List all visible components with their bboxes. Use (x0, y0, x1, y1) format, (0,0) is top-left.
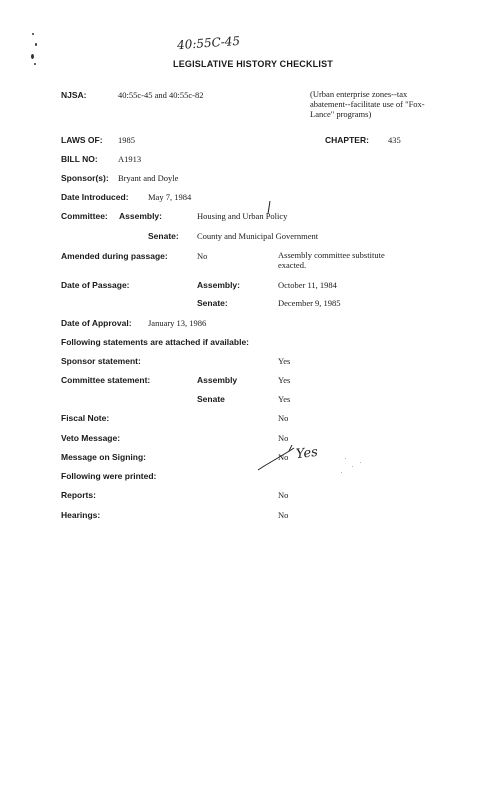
amended-note: Assembly committee substitute exacted. (278, 250, 385, 270)
approval-label: Date of Approval: (61, 318, 132, 328)
njsa-value: 40:55c-45 and 40:55c-82 (118, 90, 204, 100)
passage-assembly-value: October 11, 1984 (278, 280, 337, 290)
sponsor-statement-label: Sponsor statement: (61, 356, 141, 366)
message-signing-label: Message on Signing: (61, 452, 147, 462)
following-printed-heading: Following were printed: (61, 471, 157, 481)
hearings-label: Hearings: (61, 510, 101, 520)
committee-assembly-label: Assembly: (119, 211, 162, 221)
njsa-note: (Urban enterprise zones--tax abatement--facilitate use of "Fox-Lance" programs) (310, 89, 425, 119)
scan-speck (35, 43, 37, 46)
laws-of-label: LAWS OF: (61, 135, 103, 145)
scan-speck (341, 472, 342, 473)
message-signing-value: No (278, 452, 289, 462)
bill-no-value: A1913 (118, 154, 142, 164)
passage-label: Date of Passage: (61, 280, 130, 290)
passage-senate-label: Senate: (197, 298, 228, 308)
veto-message-label: Veto Message: (61, 433, 121, 443)
fiscal-note-label: Fiscal Note: (61, 413, 110, 423)
reports-value: No (278, 490, 289, 500)
sponsors-value: Bryant and Doyle (118, 173, 179, 183)
handwritten-yes: Yes (295, 444, 319, 463)
scan-speck (31, 54, 34, 59)
scan-speck (352, 466, 353, 467)
committee-statement-assembly-value: Yes (278, 375, 291, 385)
scan-speck (360, 462, 361, 463)
committee-label: Committee: (61, 211, 108, 221)
date-introduced-value: May 7, 1984 (148, 192, 192, 202)
scan-speck (34, 63, 36, 65)
scan-speck (32, 33, 34, 35)
sponsor-statement-value: Yes (278, 356, 291, 366)
laws-of-value: 1985 (118, 135, 135, 145)
committee-statement-senate-label: Senate (197, 394, 225, 404)
sponsors-label: Sponsor(s): (61, 173, 109, 183)
chapter-label: CHAPTER: (325, 135, 369, 145)
committee-statement-assembly-label: Assembly (197, 375, 238, 385)
passage-assembly-label: Assembly: (197, 280, 240, 290)
passage-senate-value: December 9, 1985 (278, 298, 341, 308)
scan-speck (345, 458, 346, 459)
amended-value: No (197, 251, 208, 261)
committee-statement-senate-value: Yes (278, 394, 291, 404)
reports-label: Reports: (61, 490, 96, 500)
handwritten-reference: 40:55C-45 (176, 33, 241, 53)
committee-statement-label: Committee statement: (61, 375, 151, 385)
committee-senate-label: Senate: (148, 231, 179, 241)
following-attached-heading: Following statements are attached if available: (61, 337, 249, 347)
amended-label: Amended during passage: (61, 251, 168, 261)
bill-no-label: BILL NO: (61, 154, 98, 164)
fiscal-note-value: No (278, 413, 289, 423)
veto-message-value: No (278, 433, 289, 443)
chapter-value: 435 (388, 135, 401, 145)
approval-value: January 13, 1986 (148, 318, 207, 328)
date-introduced-label: Date Introduced: (61, 192, 129, 202)
committee-assembly-value: Housing and Urban Policy (197, 211, 288, 221)
committee-senate-value: County and Municipal Government (197, 231, 319, 241)
hearings-value: No (278, 510, 289, 520)
njsa-label: NJSA: (61, 90, 87, 100)
page-title: LEGISLATIVE HISTORY CHECKLIST (173, 59, 333, 69)
